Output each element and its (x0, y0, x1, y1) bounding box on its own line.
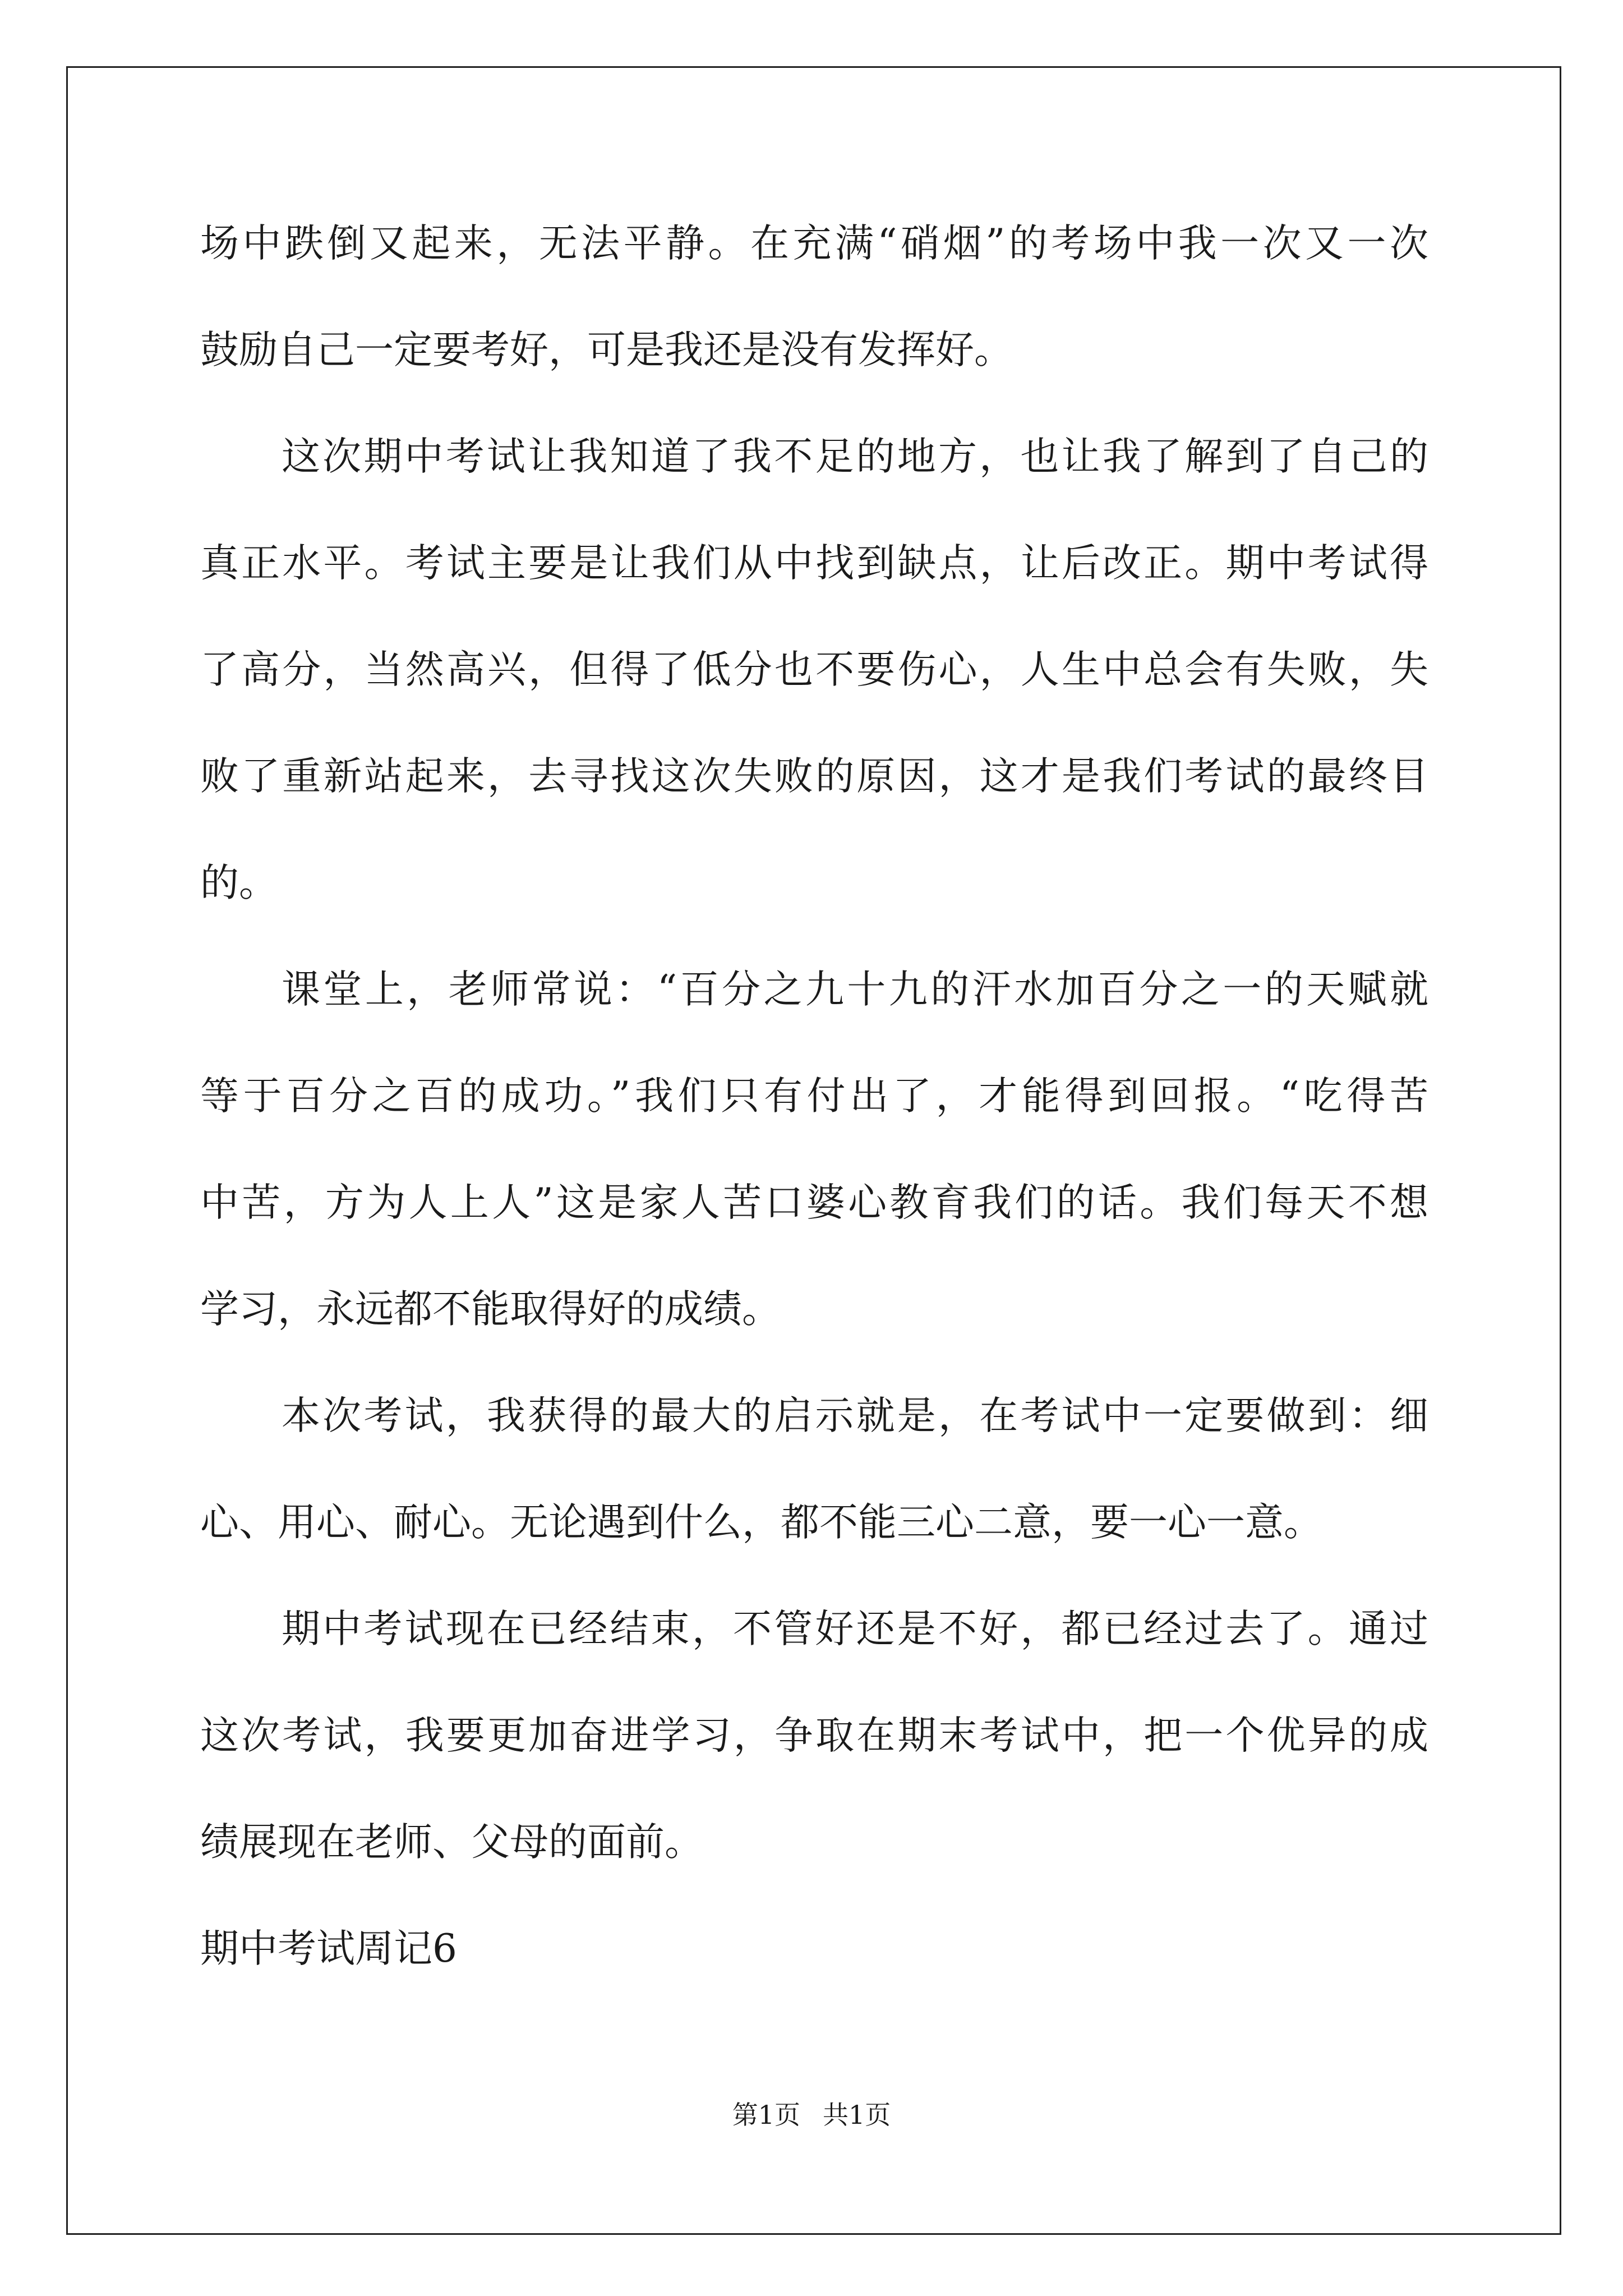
paragraph-line: 本次考试，我获得的最大的启示就是，在考试中一定要做到：细 (282, 1393, 1428, 1438)
paragraph-line: 等于百分之百的成功。”我们只有付出了，才能得到回报。“吃得苦 (200, 1074, 1428, 1119)
page-number: 第1页 (732, 2100, 800, 2130)
paragraph-line: 了高分，当然高兴，但得了低分也不要伤心，人生中总会有失败，失 (200, 647, 1428, 692)
paragraph-line: 期中考试现在已经结束，不管好还是不好，都已经过去了。通过 (282, 1607, 1428, 1651)
paragraph-line: 学习，永远都不能取得好的成绩。 (200, 1287, 781, 1332)
paragraph-line: 的。 (200, 861, 278, 905)
paragraph-line: 绩展现在老师、父母的面前。 (200, 1820, 703, 1865)
paragraph-line: 心、用心、耐心。无论遇到什么，都不能三心二意，要一心一意。 (200, 1500, 1322, 1545)
paragraph-line: 败了重新站起来，去寻找这次失败的原因，这才是我们考试的最终目 (200, 754, 1428, 799)
page-footer (0, 2098, 1623, 2132)
paragraph-line: 真正水平。考试主要是让我们从中找到缺点，让后改正。期中考试得 (200, 541, 1428, 586)
paragraph-line: 这次期中考试让我知道了我不足的地方，也让我了解到了自己的 (282, 434, 1428, 479)
paragraph-line: 课堂上，老师常说：“百分之九十九的汗水加百分之一的天赋就 (282, 967, 1428, 1012)
paragraph-line: 鼓励自己一定要考好，可是我还是没有发挥好。 (200, 328, 1013, 372)
section-heading: 期中考试周记6 (200, 1926, 457, 1971)
paragraph-line: 场中跌倒又起来，无法平静。在充满“硝烟”的考场中我一次又一次 (200, 221, 1428, 266)
document-body (200, 217, 1428, 2028)
page-total: 共1页 (823, 2100, 891, 2130)
paragraph-line: 这次考试，我要更加奋进学习，争取在期末考试中，把一个优异的成 (200, 1713, 1428, 1758)
paragraph-line: 中苦，方为人上人”这是家人苦口婆心教育我们的话。我们每天不想 (200, 1180, 1428, 1225)
